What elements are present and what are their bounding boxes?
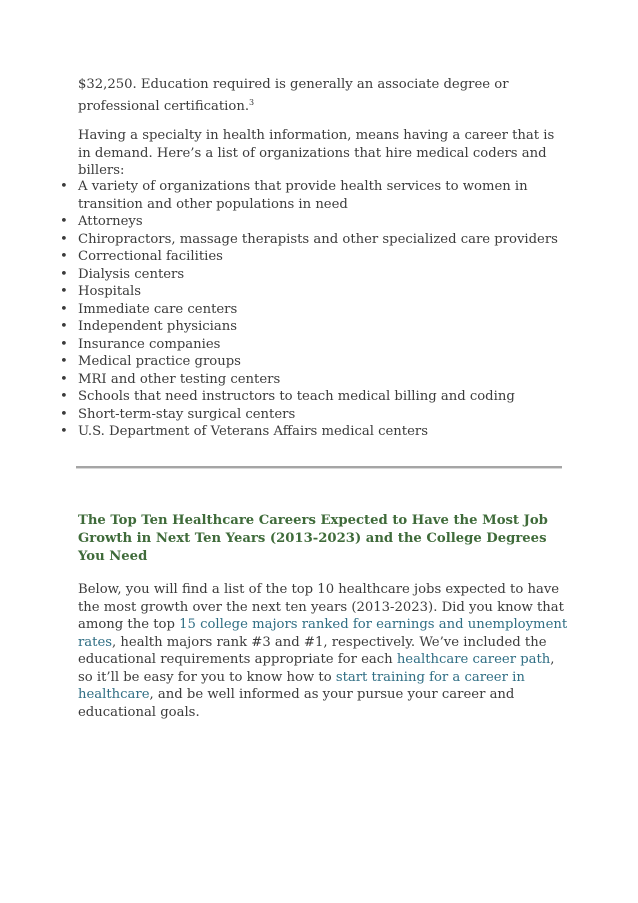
- list-item: • Short-term-stay surgical centers: [60, 406, 296, 422]
- specialty-paragraph: Having a specialty in health information, means having a career that is in demand. Here’s a list of organizations that hire medical coders and billers:: [78, 128, 555, 178]
- body-text: Below, you will find a list of the top 10 healthcare jobs expected to have the most growth over the next ten years (2013-2023). Did you know that among the top: [78, 582, 564, 632]
- organizations-list: [60, 178, 580, 441]
- intro-line-1: $32,250. Education required is generally an associate degree or: [78, 77, 509, 92]
- list-item: • Insurance companies: [60, 336, 221, 352]
- intro-line-2: professional certification.: [78, 98, 250, 114]
- college-majors-link[interactable]: 15 college majors ranked for earnings and unemployment rates: [78, 617, 568, 650]
- list-item: • Attorneys: [60, 214, 143, 229]
- list-item: • Medical practice groups: [60, 354, 241, 369]
- start-training-link[interactable]: start training for a career in healthcare: [78, 669, 525, 702]
- list-item: • Hospitals: [60, 284, 142, 299]
- list-item: • A variety of organizations that provide health services to women in transition and other populations in need: [60, 179, 528, 212]
- list-item: • Immediate care centers: [60, 301, 238, 317]
- body-text: , health majors rank #3 and #1, respectively. We’ve included the educational requirements appropriate for each: [78, 634, 547, 667]
- horizontal-divider: [76, 466, 562, 469]
- list-item: • U.S. Department of Veterans Affairs medical centers: [60, 424, 428, 439]
- list-item: • Chiropractors, massage therapists and other specialized care providers: [60, 231, 558, 247]
- footnote-marker: 3: [249, 97, 255, 107]
- body-text: , so it’ll be easy for you to know how to: [78, 652, 555, 685]
- section-body: [78, 581, 568, 721]
- list-item: • MRI and other testing centers: [60, 371, 281, 387]
- list-item: • Correctional facilities: [60, 249, 223, 264]
- section-heading: The Top Ten Healthcare Careers Expected to Have the Most Job Growth in Next Ten Years (2013-2023) and the College Degrees You Need: [78, 513, 548, 564]
- list-item: • Schools that need instructors to teach medical billing and coding: [60, 389, 515, 404]
- list-item: • Independent physicians: [60, 319, 238, 334]
- body-text: , and be well informed as your pursue your career and educational goals.: [78, 687, 515, 720]
- intro-paragraph: [78, 76, 568, 115]
- healthcare-career-path-link[interactable]: healthcare career path: [396, 652, 551, 667]
- list-item: • Dialysis centers: [60, 266, 185, 282]
